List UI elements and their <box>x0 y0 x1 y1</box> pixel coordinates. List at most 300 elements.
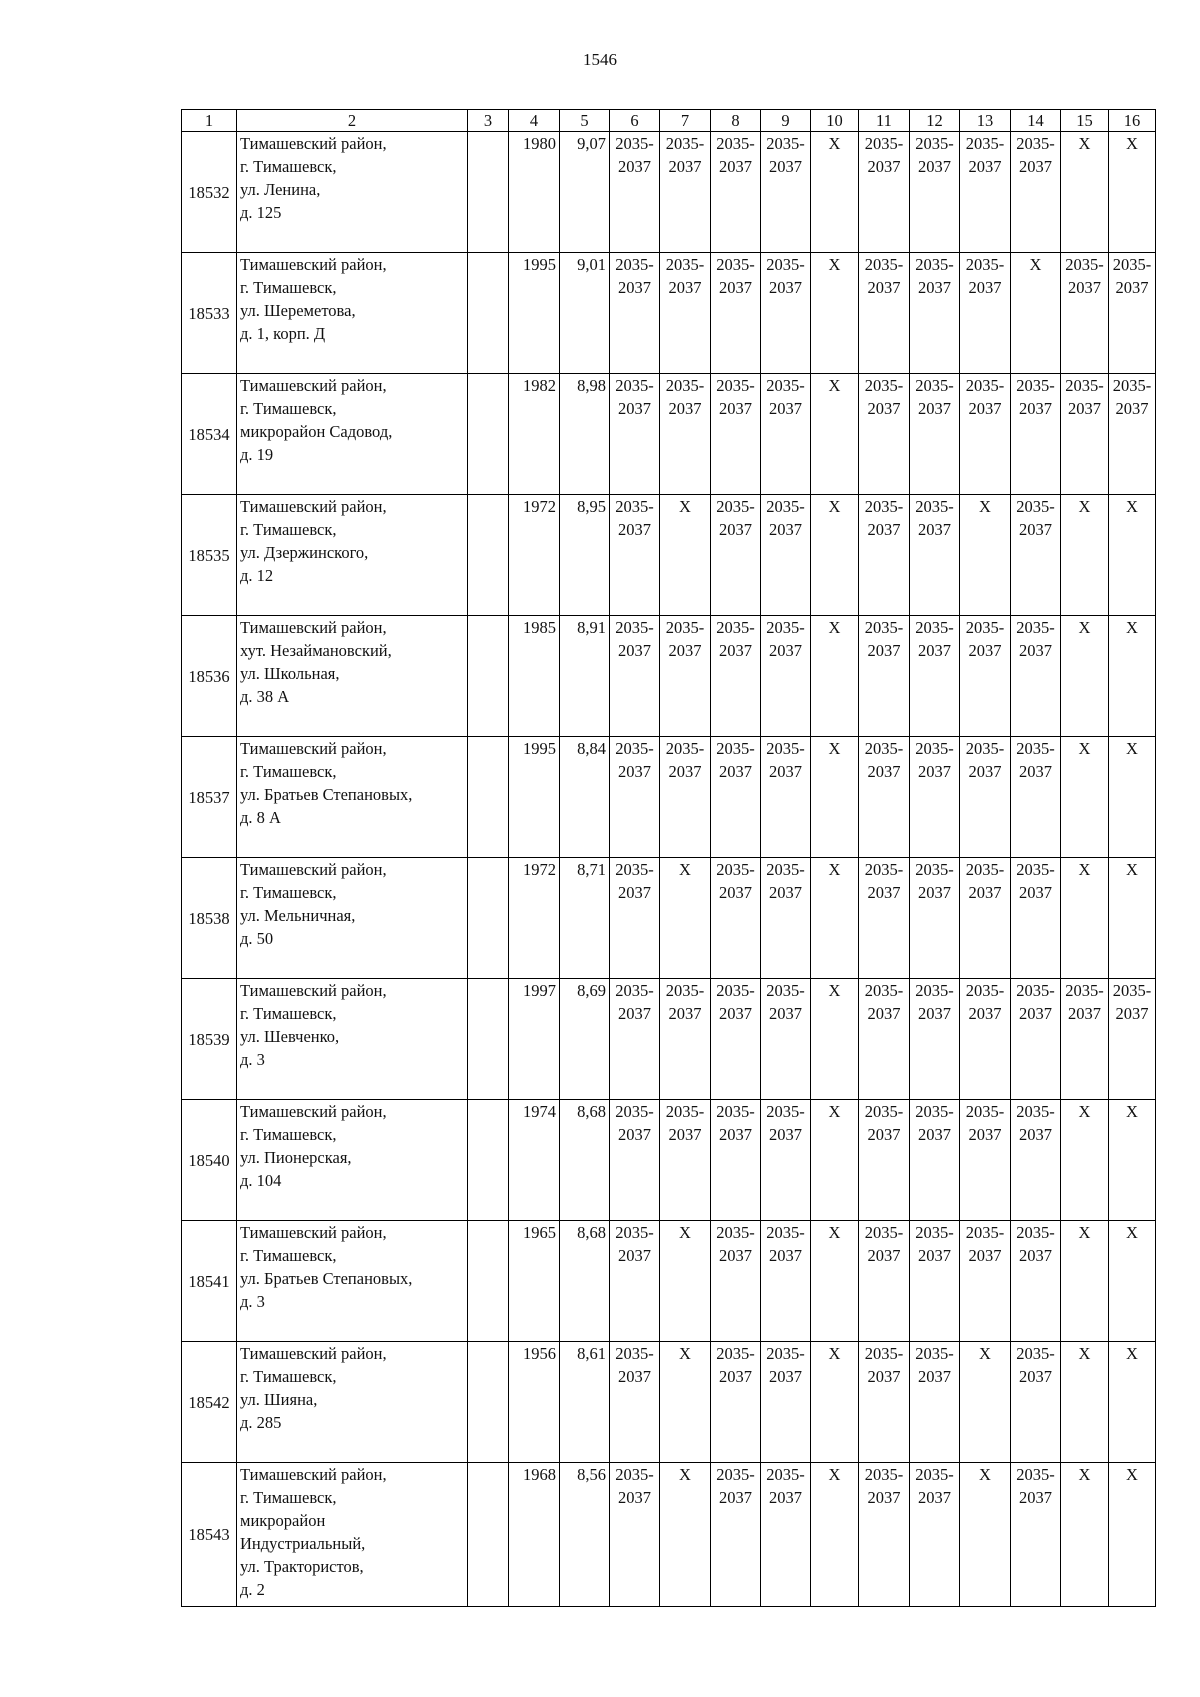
period-cell <box>660 1100 711 1221</box>
period-cell <box>761 1100 811 1221</box>
address-line: д. 125 <box>240 203 282 222</box>
address-line: г. Тимашевск, <box>240 1488 337 1507</box>
value-cell: 8,91 <box>560 616 610 737</box>
period-cell-line: 2035- <box>1016 981 1055 1000</box>
column-3-cell <box>468 737 509 858</box>
period-cell-line: 2035- <box>716 376 755 395</box>
period-cell-line: 2037 <box>719 278 752 297</box>
period-cell <box>1061 1221 1109 1342</box>
address-line: ул. Братьев Степановых, <box>240 785 413 804</box>
period-cell <box>660 1342 711 1463</box>
period-cell <box>811 132 859 253</box>
period-cell-line: 2035- <box>915 1223 954 1242</box>
period-cell-line: 2035- <box>716 497 755 516</box>
period-cell-line: 2035- <box>864 134 904 153</box>
period-cell-line: 2035- <box>615 1344 654 1363</box>
period-cell <box>910 1100 960 1221</box>
row-number: 18543 <box>182 1463 237 1607</box>
period-cell-line: 2037 <box>668 1004 702 1023</box>
period-cell-line: 2037 <box>769 1488 802 1507</box>
period-cell <box>761 374 811 495</box>
address-line: Тимашевский район, <box>240 1465 387 1484</box>
period-cell-line: X <box>1078 1102 1091 1121</box>
period-cell <box>610 374 660 495</box>
period-cell <box>910 374 960 495</box>
period-cell <box>1061 858 1109 979</box>
table-row <box>182 1463 1156 1607</box>
period-cell-line: 2037 <box>668 278 702 297</box>
period-cell-line: 2037 <box>719 762 752 781</box>
period-cell-line: X <box>828 618 841 637</box>
period-cell-line: 2035- <box>665 134 705 153</box>
period-cell <box>761 1463 811 1607</box>
period-cell <box>859 1342 910 1463</box>
column-number-10: 10 <box>811 110 859 132</box>
address-line: г. Тимашевск, <box>240 883 337 902</box>
period-cell-line: 2037 <box>867 641 901 660</box>
period-cell <box>859 132 910 253</box>
row-number: 18538 <box>182 858 237 979</box>
year-cell: 1985 <box>509 616 560 737</box>
period-cell-line: 2037 <box>918 641 951 660</box>
value-cell: 8,68 <box>560 1221 610 1342</box>
period-cell <box>811 616 859 737</box>
period-cell <box>711 616 761 737</box>
period-cell <box>811 1100 859 1221</box>
column-number-16: 16 <box>1109 110 1156 132</box>
period-cell-line: 2037 <box>769 520 802 539</box>
address-line: Тимашевский район, <box>240 497 387 516</box>
period-cell-line: 2035- <box>615 618 654 637</box>
period-cell <box>761 1342 811 1463</box>
year-cell: 1972 <box>509 495 560 616</box>
period-cell-line: 2035- <box>915 618 954 637</box>
period-cell-line: 2035- <box>915 1344 954 1363</box>
period-cell-line: 2037 <box>968 883 1002 902</box>
period-cell-line: 2035- <box>716 981 755 1000</box>
period-cell <box>1109 132 1156 253</box>
period-cell <box>660 1221 711 1342</box>
year-cell: 1972 <box>509 858 560 979</box>
period-cell <box>910 132 960 253</box>
period-cell-line: 2037 <box>769 157 802 176</box>
period-cell-line: X <box>828 134 841 153</box>
period-cell-line: 2035- <box>766 618 805 637</box>
period-cell-line: 2037 <box>867 883 901 902</box>
period-cell-line: X <box>1078 134 1091 153</box>
row-number: 18535 <box>182 495 237 616</box>
table-row <box>182 737 1156 858</box>
address-line: г. Тимашевск, <box>240 157 337 176</box>
column-3-cell <box>468 374 509 495</box>
period-cell-line: 2037 <box>968 399 1002 418</box>
period-cell <box>910 1342 960 1463</box>
table-row <box>182 132 1156 253</box>
period-cell <box>1011 1100 1061 1221</box>
value-cell: 8,71 <box>560 858 610 979</box>
address-cell <box>237 858 468 979</box>
period-cell-line: 2037 <box>1019 520 1052 539</box>
address-line: ул. Школьная, <box>240 664 340 683</box>
period-cell-line: 2037 <box>1115 399 1149 418</box>
period-cell <box>1011 253 1061 374</box>
period-cell-line: 2035- <box>766 1344 805 1363</box>
period-cell-line: 2037 <box>1019 157 1052 176</box>
period-cell-line: 2035- <box>615 1102 654 1121</box>
period-cell <box>859 737 910 858</box>
period-cell-line: X <box>828 860 841 879</box>
period-cell-line: 2035- <box>766 981 805 1000</box>
address-line: Тимашевский район, <box>240 618 387 637</box>
period-cell <box>859 1221 910 1342</box>
column-number-9: 9 <box>761 110 811 132</box>
period-cell <box>910 253 960 374</box>
period-cell-line: 2037 <box>769 399 802 418</box>
period-cell-line: 2035- <box>665 1102 705 1121</box>
period-cell-line: 2037 <box>867 520 901 539</box>
address-cell <box>237 616 468 737</box>
column-number-13: 13 <box>960 110 1011 132</box>
table-row <box>182 495 1156 616</box>
period-cell-line: 2035- <box>766 860 805 879</box>
period-cell-line: X <box>979 497 991 516</box>
period-cell-line: 2035- <box>915 981 954 1000</box>
period-cell <box>1011 495 1061 616</box>
row-number: 18533 <box>182 253 237 374</box>
period-cell-line: 2035- <box>864 739 904 758</box>
period-cell <box>859 979 910 1100</box>
period-cell <box>1061 737 1109 858</box>
page-number: 1546 <box>583 50 617 69</box>
period-cell-line: 2037 <box>618 1125 651 1144</box>
period-cell-line: 2035- <box>864 1465 904 1484</box>
period-cell-line: 2037 <box>918 1004 951 1023</box>
period-cell <box>960 253 1011 374</box>
period-cell <box>1011 737 1061 858</box>
period-cell-line: 2035- <box>665 255 705 274</box>
period-cell-line: X <box>1126 618 1138 637</box>
period-cell <box>1061 132 1109 253</box>
period-cell <box>1109 495 1156 616</box>
table-row <box>182 1100 1156 1221</box>
year-cell: 1980 <box>509 132 560 253</box>
period-cell-line: 2037 <box>918 1488 951 1507</box>
period-cell-line: 2035- <box>965 860 1005 879</box>
period-cell <box>960 1463 1011 1607</box>
period-cell-line: 2035- <box>766 376 805 395</box>
period-cell <box>660 253 711 374</box>
period-cell-line: 2035- <box>864 376 904 395</box>
period-cell <box>960 979 1011 1100</box>
period-cell-line: 2035- <box>965 618 1005 637</box>
period-cell <box>1061 495 1109 616</box>
period-cell <box>910 737 960 858</box>
period-cell-line: X <box>828 1465 841 1484</box>
period-cell <box>1061 1463 1109 1607</box>
period-cell-line: 2035- <box>766 255 805 274</box>
period-cell-line: 2035- <box>965 134 1005 153</box>
row-number: 18536 <box>182 616 237 737</box>
period-cell <box>610 132 660 253</box>
period-cell-line: 2037 <box>1019 883 1052 902</box>
period-cell <box>1109 1463 1156 1607</box>
address-line: г. Тимашевск, <box>240 1004 337 1023</box>
column-number-5: 5 <box>560 110 610 132</box>
period-cell <box>811 374 859 495</box>
period-cell-line: X <box>828 1223 841 1242</box>
period-cell-line: 2035- <box>615 497 654 516</box>
address-line: Тимашевский район, <box>240 860 387 879</box>
period-cell <box>960 737 1011 858</box>
period-cell-line: 2037 <box>719 1246 752 1265</box>
period-cell-line: 2035- <box>915 1102 954 1121</box>
period-cell-line: 2035- <box>1112 255 1152 274</box>
period-cell <box>859 1463 910 1607</box>
period-cell <box>660 979 711 1100</box>
period-cell-line: 2035- <box>615 1465 654 1484</box>
period-cell-line: 2035- <box>965 255 1005 274</box>
address-line: ул. Шияна, <box>240 1390 318 1409</box>
column-3-cell <box>468 253 509 374</box>
period-cell-line: X <box>828 981 841 1000</box>
address-line: г. Тимашевск, <box>240 1125 337 1144</box>
period-cell <box>1011 979 1061 1100</box>
period-cell-line: 2037 <box>918 883 951 902</box>
period-cell-line: 2037 <box>867 1367 901 1386</box>
period-cell <box>711 979 761 1100</box>
period-cell <box>1061 253 1109 374</box>
period-cell-line: X <box>828 497 841 516</box>
period-cell <box>660 495 711 616</box>
period-cell <box>711 1221 761 1342</box>
column-number-1: 1 <box>182 110 237 132</box>
period-cell-line: X <box>679 860 691 879</box>
address-line: ул. Мельничная, <box>240 906 356 925</box>
period-cell <box>910 1463 960 1607</box>
period-cell-line: 2035- <box>1065 376 1104 395</box>
period-cell <box>960 616 1011 737</box>
period-cell <box>711 253 761 374</box>
period-cell-line: X <box>1126 739 1138 758</box>
address-line: д. 8 А <box>240 808 281 827</box>
period-cell-line: 2037 <box>968 762 1002 781</box>
period-cell-line: 2037 <box>918 1125 951 1144</box>
period-cell-line: X <box>1126 1102 1138 1121</box>
period-cell-line: 2037 <box>867 1488 901 1507</box>
period-cell-line: 2037 <box>719 157 752 176</box>
register-table <box>181 109 1156 1607</box>
row-number: 18537 <box>182 737 237 858</box>
period-cell-line: X <box>679 1344 691 1363</box>
period-cell <box>610 737 660 858</box>
period-cell-line: 2035- <box>965 1223 1005 1242</box>
period-cell-line: X <box>828 739 841 758</box>
period-cell <box>859 495 910 616</box>
period-cell-line: 2035- <box>965 981 1005 1000</box>
period-cell <box>960 858 1011 979</box>
period-cell-line: 2037 <box>867 1246 901 1265</box>
period-cell-line: X <box>828 376 841 395</box>
year-cell: 1995 <box>509 253 560 374</box>
period-cell-line: 2037 <box>1019 641 1052 660</box>
address-line: г. Тимашевск, <box>240 762 337 781</box>
year-cell: 1956 <box>509 1342 560 1463</box>
period-cell <box>761 1221 811 1342</box>
period-cell <box>1109 1100 1156 1221</box>
period-cell-line: 2037 <box>867 278 901 297</box>
period-cell-line: 2037 <box>618 1246 651 1265</box>
table-body <box>182 110 1156 1607</box>
year-cell: 1974 <box>509 1100 560 1221</box>
period-cell-line: X <box>1078 1223 1091 1242</box>
period-cell-line: 2035- <box>1016 497 1055 516</box>
address-line: ул. Трактористов, <box>240 1557 364 1576</box>
period-cell <box>1061 1100 1109 1221</box>
address-line: Тимашевский район, <box>240 1102 387 1121</box>
period-cell-line: 2035- <box>766 1223 805 1242</box>
period-cell-line: 2037 <box>719 641 752 660</box>
period-cell <box>711 1342 761 1463</box>
period-cell-line: 2035- <box>915 376 954 395</box>
column-number-7: 7 <box>660 110 711 132</box>
address-line: ул. Дзержинского, <box>240 543 369 562</box>
address-line: ул. Ленина, <box>240 180 321 199</box>
period-cell-line: 2035- <box>1016 739 1055 758</box>
period-cell <box>910 1221 960 1342</box>
value-cell: 8,84 <box>560 737 610 858</box>
address-cell <box>237 1463 468 1607</box>
value-cell: 8,69 <box>560 979 610 1100</box>
period-cell-line: 2035- <box>915 497 954 516</box>
period-cell <box>610 979 660 1100</box>
address-line: г. Тимашевск, <box>240 1246 337 1265</box>
address-line: хут. Незаймановский, <box>240 641 392 660</box>
period-cell-line: 2037 <box>968 1246 1002 1265</box>
period-cell <box>761 132 811 253</box>
address-line: г. Тимашевск, <box>240 278 337 297</box>
address-cell <box>237 1342 468 1463</box>
period-cell <box>1109 374 1156 495</box>
period-cell-line: 2037 <box>1019 762 1052 781</box>
period-cell-line: 2037 <box>618 762 651 781</box>
period-cell-line: 2035- <box>1112 376 1152 395</box>
column-number-15: 15 <box>1061 110 1109 132</box>
period-cell-line: X <box>1078 1465 1091 1484</box>
period-cell-line: X <box>979 1344 991 1363</box>
period-cell-line: X <box>1126 1465 1138 1484</box>
period-cell-line: 2035- <box>766 1102 805 1121</box>
period-cell-line: 2037 <box>918 762 951 781</box>
period-cell-line: 2037 <box>668 157 702 176</box>
period-cell <box>660 374 711 495</box>
period-cell <box>1011 858 1061 979</box>
period-cell-line: X <box>679 497 691 516</box>
period-cell <box>610 1100 660 1221</box>
period-cell <box>610 616 660 737</box>
period-cell <box>610 253 660 374</box>
value-cell: 8,61 <box>560 1342 610 1463</box>
period-cell-line: X <box>1126 1223 1138 1242</box>
address-line: ул. Пионерская, <box>240 1148 352 1167</box>
row-number: 18542 <box>182 1342 237 1463</box>
period-cell-line: 2037 <box>968 278 1002 297</box>
period-cell-line: 2035- <box>864 255 904 274</box>
period-cell-line: 2035- <box>665 618 705 637</box>
period-cell <box>711 1463 761 1607</box>
period-cell-line: X <box>679 1465 691 1484</box>
period-cell <box>711 374 761 495</box>
address-line: микрорайон <box>240 1511 326 1530</box>
period-cell-line: 2035- <box>864 981 904 1000</box>
period-cell <box>761 616 811 737</box>
period-cell-line: 2037 <box>719 520 752 539</box>
column-3-cell <box>468 979 509 1100</box>
period-cell-line: 2037 <box>769 1246 802 1265</box>
year-cell: 1968 <box>509 1463 560 1607</box>
period-cell-line: 2035- <box>915 860 954 879</box>
row-number: 18540 <box>182 1100 237 1221</box>
period-cell-line: 2037 <box>769 1004 802 1023</box>
period-cell <box>859 253 910 374</box>
period-cell-line: 2037 <box>719 399 752 418</box>
address-line: д. 38 А <box>240 687 290 706</box>
period-cell <box>859 374 910 495</box>
period-cell-line: 2035- <box>716 1223 755 1242</box>
period-cell-line: 2035- <box>766 1465 805 1484</box>
period-cell-line: 2035- <box>1016 1344 1055 1363</box>
period-cell <box>1109 253 1156 374</box>
period-cell-line: 2037 <box>918 1367 951 1386</box>
period-cell-line: 2037 <box>1115 278 1149 297</box>
table-row <box>182 858 1156 979</box>
period-cell-line: 2037 <box>1019 1488 1052 1507</box>
period-cell-line: 2037 <box>719 1488 752 1507</box>
period-cell-line: 2037 <box>618 399 651 418</box>
period-cell-line: 2035- <box>1016 376 1055 395</box>
address-line: микрорайон Садовод, <box>240 422 393 441</box>
period-cell <box>610 1221 660 1342</box>
address-line: д. 285 <box>240 1413 282 1432</box>
address-line: ул. Братьев Степановых, <box>240 1269 413 1288</box>
period-cell-line: 2037 <box>867 399 901 418</box>
column-3-cell <box>468 1221 509 1342</box>
period-cell-line: X <box>1126 860 1138 879</box>
address-line: д. 19 <box>240 445 274 464</box>
period-cell <box>761 858 811 979</box>
period-cell-line: 2035- <box>716 255 755 274</box>
period-cell-line: 2035- <box>665 981 705 1000</box>
period-cell-line: 2035- <box>915 739 954 758</box>
year-cell: 1965 <box>509 1221 560 1342</box>
period-cell <box>1061 374 1109 495</box>
period-cell <box>811 737 859 858</box>
table-row <box>182 1221 1156 1342</box>
period-cell-line: 2035- <box>716 739 755 758</box>
address-cell <box>237 737 468 858</box>
period-cell <box>859 616 910 737</box>
period-cell <box>960 1100 1011 1221</box>
period-cell <box>711 132 761 253</box>
address-line: ул. Шереметова, <box>240 301 356 320</box>
period-cell-line: 2037 <box>618 641 651 660</box>
period-cell-line: 2037 <box>769 641 802 660</box>
period-cell-line: 2037 <box>1019 1367 1052 1386</box>
period-cell-line: 2035- <box>615 134 654 153</box>
period-cell-line: 2035- <box>1016 860 1055 879</box>
period-cell <box>610 1342 660 1463</box>
period-cell-line: 2037 <box>867 1125 901 1144</box>
period-cell-line: 2037 <box>668 641 702 660</box>
